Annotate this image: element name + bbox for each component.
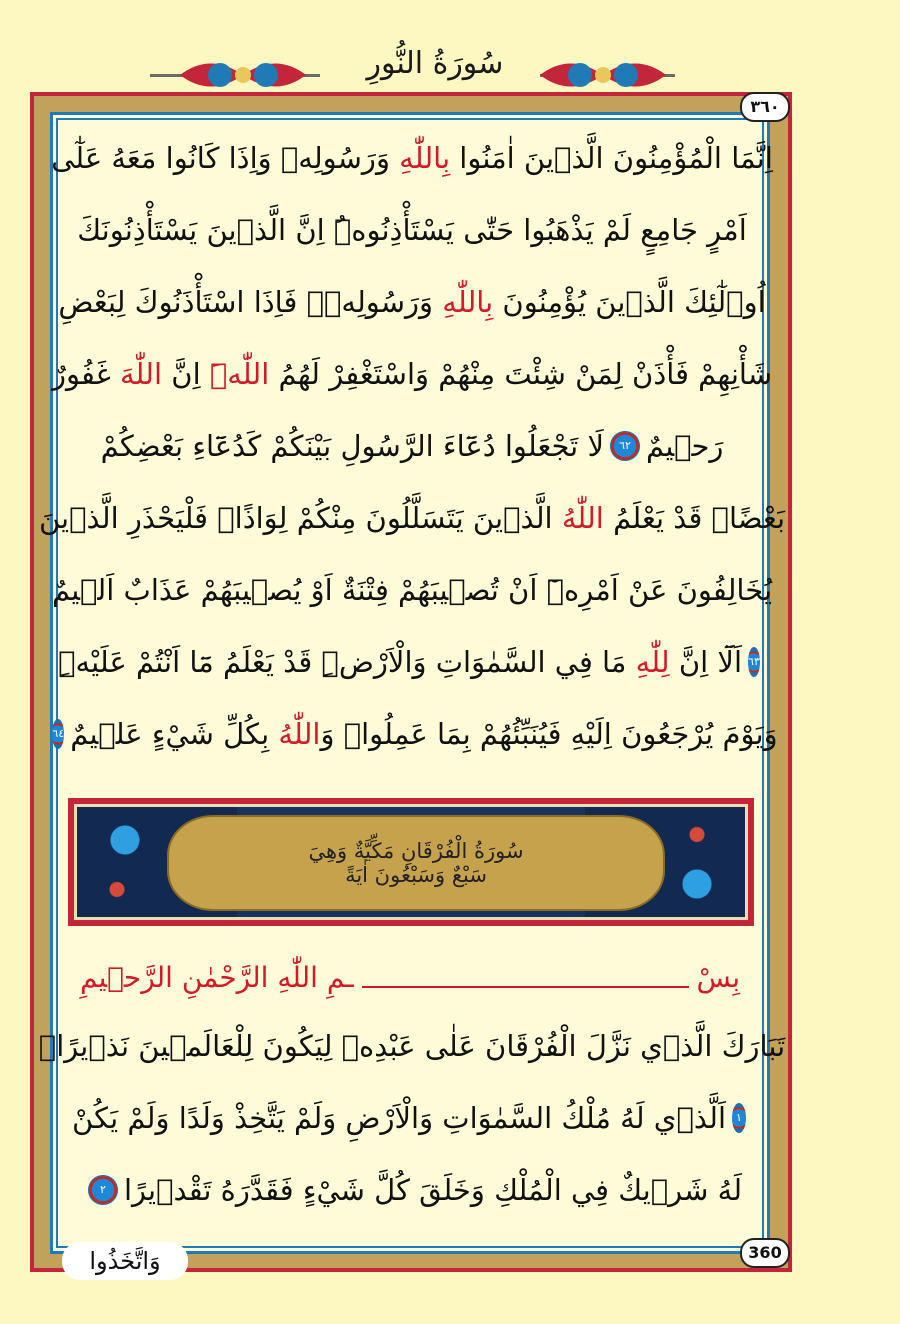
basmala-kashida-rule: [362, 986, 689, 988]
ayah-number-marker: ٢: [88, 1175, 118, 1205]
verse-line: اَمْرٍ جَامِعٍ لَمْ يَذْهَبُوا حَتّٰى يَسْتَأْذِنُوهُۜ اِنَّ الَّذٖينَ يَسْتَأْذِنُونَكَ: [77, 213, 747, 247]
banner-cartouche: [167, 815, 665, 911]
banner-line-2: سَبْعٌ وَسَبْعُونَ اٰيَةً: [345, 863, 487, 887]
verse-line: شَأْنِهِمْ فَأْذَنْ لِمَنْ شِئْتَ مِنْهُمْ وَاسْتَغْفِرْ لَهُمُ اللّٰهَۜ اِنَّ اللّٰهَ غَفُورٌ: [51, 357, 773, 391]
page-number-bottom: 360: [740, 1238, 790, 1268]
basmala-start: بِسْ: [696, 960, 740, 994]
catchword: وَاتَّخَذُوا: [62, 1242, 188, 1280]
verse-line: يُخَالِفُونَ عَنْ اَمْرِهٖٓ اَنْ تُصٖيبَهُمْ فِتْنَةٌ اَوْ يُصٖيبَهُمْ عَذَابٌ اَلٖيمٌ: [51, 573, 773, 607]
verse-line: ٦٣ اَلَٓا اِنَّ لِلّٰهِ مَا فِي السَّمٰوَاتِ وَالْاَرْضِۜ قَدْ يَعْلَمُ مَٓا اَنْتُمْ عَلَيْهِۜ: [58, 645, 760, 679]
ayah-number-marker: ١: [732, 1103, 746, 1133]
ayah-number-marker: ٦٣: [748, 647, 760, 677]
basmala-end: ـمِ اللّٰهِ الرَّحْمٰنِ الرَّحٖيمِ: [80, 960, 354, 994]
verse-line: رَحٖيمٌ ٦٢ لَا تَجْعَلُوا دُعَٓاءَ الرَّسُولِ بَيْنَكُمْ كَدُعَٓاءِ بَعْضِكُمْ: [100, 429, 724, 463]
ayah-number-marker: ٦٢: [610, 431, 640, 461]
verse-line: وَيَوْمَ يُرْجَعُونَ اِلَيْهِ فَيُنَبِّئُهُمْ بِمَا عَمِلُواۜ وَ اللّٰهُ بِكُلِّ شَيْءٍ عَلٖيمٌ ٦٤: [52, 717, 778, 751]
verse-line: تَبَارَكَ الَّذٖي نَزَّلَ الْفُرْقَانَ عَلٰى عَبْدِهٖ لِيَكُونَ لِلْعَالَمٖينَ نَذٖيرًاۙ: [38, 1029, 786, 1063]
verses-al-furqan: [38, 1010, 786, 1226]
ayah-number-marker: ٦٤: [52, 719, 64, 749]
page-number-top: ٣٦٠: [740, 92, 790, 122]
verse-line: بَعْضًاۜ قَدْ يَعْلَمُ اللّٰهُ الَّذٖينَ يَتَسَلَّلُونَ مِنْكُمْ لِوَاذًاۚ فَلْيَحْذَرِ الَّذٖينَ: [38, 501, 786, 535]
banner-inner: [74, 804, 748, 920]
verse-line: اِنَّمَا الْمُؤْمِنُونَ الَّذٖينَ اٰمَنُوا بِاللّٰهِ وَرَسُولِهٖ وَاِذَا كَانُوا مَعَهُ عَلٰٓى: [51, 141, 773, 175]
surah-title: سُورَةُ النُّورِ: [366, 46, 504, 81]
surah-header-banner: [68, 798, 754, 926]
banner-line-1: سُورَةُ الْفُرْقَانِ مَكِّيَّةٌ وَهِيَ: [308, 839, 524, 863]
verse-line: لَهُ شَرٖيكٌ فِي الْمُلْكِ وَخَلَقَ كُلَّ شَيْءٍ فَقَدَّرَهُ تَقْدٖيرًا ٢: [72, 1154, 752, 1226]
verses-an-nur: [38, 122, 786, 770]
basmala: [80, 952, 740, 1002]
verse-line: ١ اَلَّذٖي لَهُ مُلْكُ السَّمٰوَاتِ وَالْاَرْضِ وَلَمْ يَتَّخِذْ وَلَدًا وَلَمْ يَكُنْ: [72, 1082, 752, 1154]
verse-line: اُو۬لٰٓئِكَ الَّذٖينَ يُؤْمِنُونَ بِاللّٰهِ وَرَسُولِهٖۚ فَاِذَا اسْتَأْذَنُوكَ لِبَعْضِ: [58, 285, 766, 319]
